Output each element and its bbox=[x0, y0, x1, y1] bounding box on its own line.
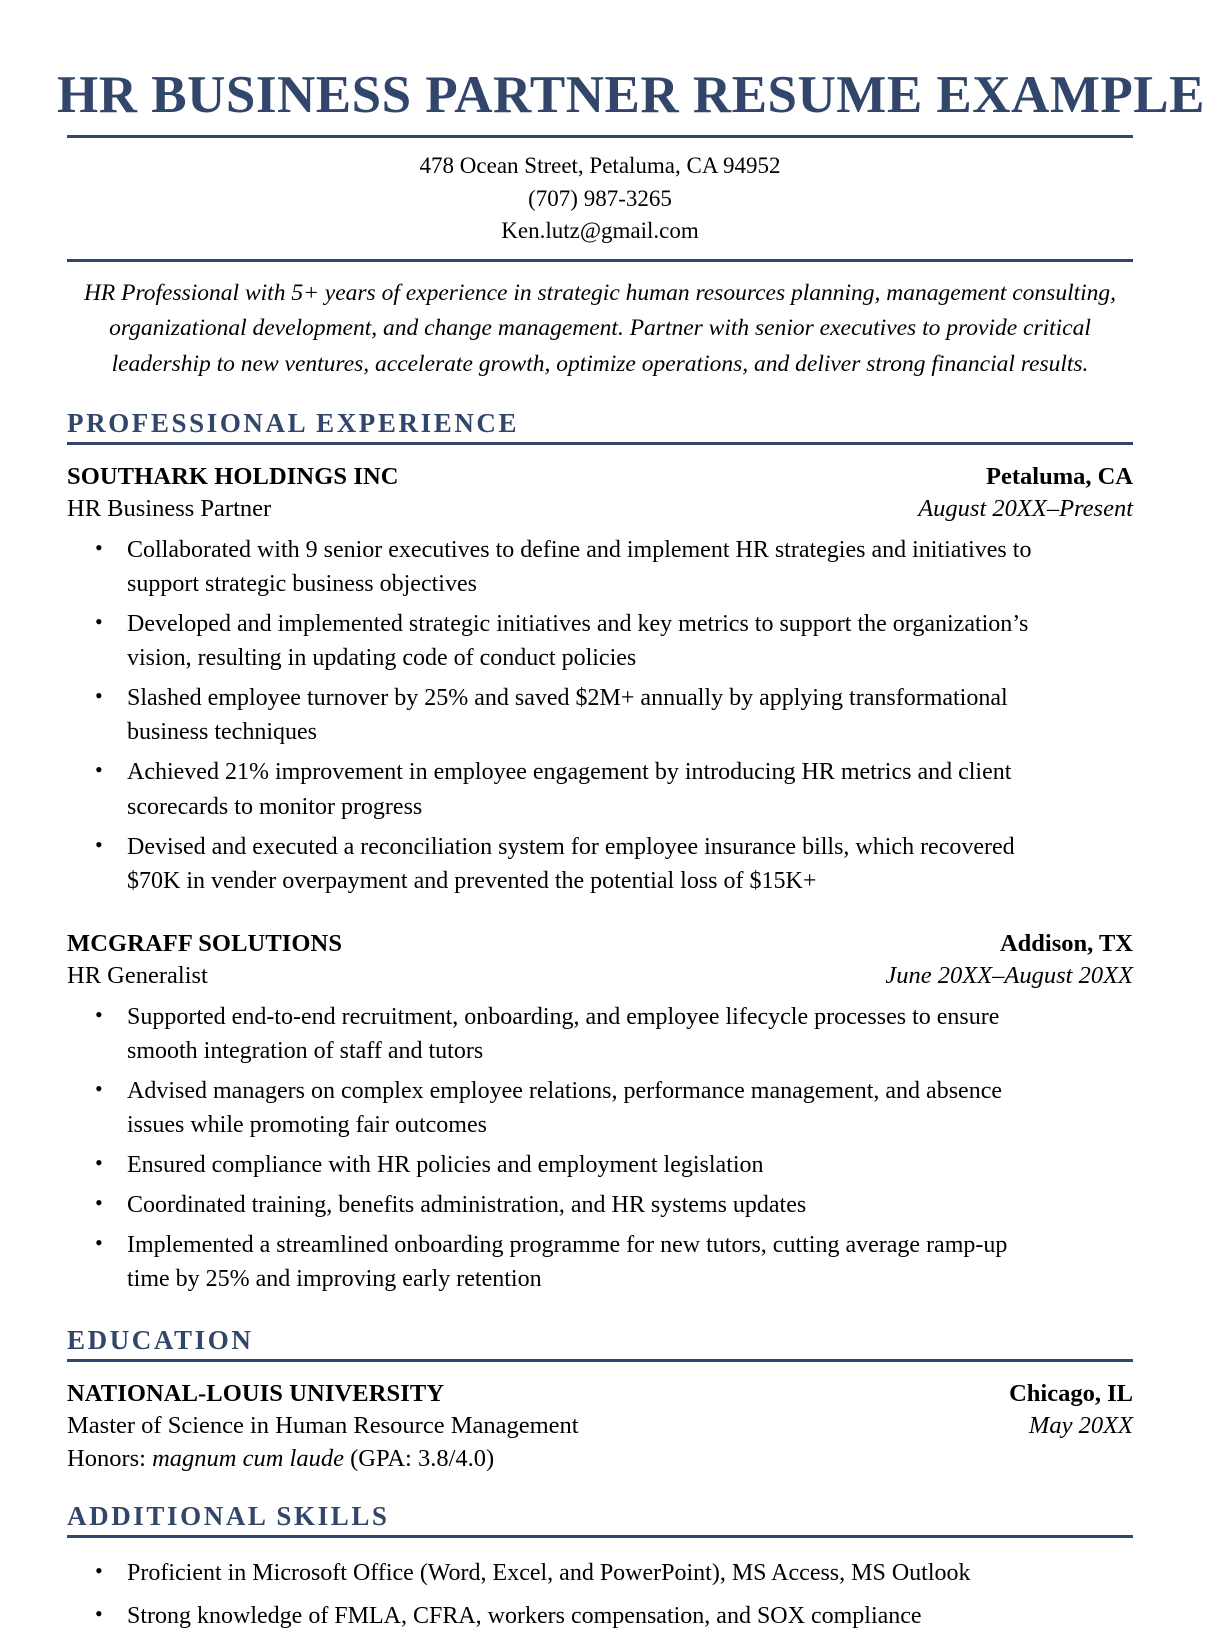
honors-gpa: (GPA: 3.8/4.0) bbox=[350, 1444, 495, 1472]
list-item: • Strong knowledge of FMLA, CFRA, workers compensation, and SOX compliance bbox=[67, 1599, 1133, 1633]
job-dates: June 20XX–August 20XX bbox=[885, 962, 1133, 990]
job-title: HR Business Partner bbox=[67, 495, 272, 523]
section-rule-experience bbox=[67, 442, 1133, 445]
skills-bullet-list bbox=[57, 1556, 1143, 1633]
list-item: • Proficient in Microsoft Office (Word, Excel, and PowerPoint), MS Access, MS Outlook bbox=[67, 1556, 1133, 1590]
employer-name: MCGRAFF SOLUTIONS bbox=[67, 929, 343, 957]
honors-distinction: magnum cum laude bbox=[152, 1444, 344, 1472]
graduation-date: May 20XX bbox=[1028, 1412, 1133, 1440]
education-entry-header bbox=[67, 1378, 1133, 1411]
list-item: • Achieved 21% improvement in employee engagement by introducing HR metrics and client scorecards to monitor progress bbox=[67, 755, 1133, 823]
list-item: • Advised managers on complex employee relations, performance management, and absence issues while promoting fair outcomes bbox=[67, 1074, 1133, 1142]
list-item: • Collaborated with 9 senior executives to define and implement HR strategies and initiatives to support strategic business objectives bbox=[67, 533, 1133, 601]
experience-entry-subheader bbox=[67, 493, 1133, 526]
list-item: • Slashed employee turnover by 25% and saved $2M+ annually by applying transformational business techniques bbox=[67, 681, 1133, 749]
section-heading-experience: PROFESSIONAL EXPERIENCE bbox=[67, 407, 520, 438]
list-item: • Implemented a streamlined onboarding programme for new tutors, cutting average ramp-up time by 25% and improving early retention bbox=[67, 1228, 1133, 1296]
section-heading-education: EDUCATION bbox=[67, 1324, 254, 1355]
section-education bbox=[57, 1325, 1143, 1476]
section-additional-skills bbox=[57, 1501, 1143, 1633]
professional-summary: HR Professional with 5+ years of experience in strategic human resources planning, management consulting, organizational development, and change management. Partner with senior executives to provide critical leadership to new ventures, accelerate growth, optimize operations, and deliver strong financial results. bbox=[83, 280, 1117, 377]
education-honors bbox=[67, 1443, 1133, 1476]
job-dates: August 20XX–Present bbox=[918, 495, 1133, 523]
section-professional-experience bbox=[57, 408, 1143, 1297]
employer-location: Addison, TX bbox=[999, 929, 1133, 957]
contact-email: Ken.lutz@gmail.com bbox=[501, 218, 699, 244]
school-location: Chicago, IL bbox=[1009, 1379, 1133, 1407]
experience-bullet-list bbox=[67, 533, 1133, 898]
list-item: • Devised and executed a reconciliation system for employee insurance bills, which recovered $70K in vender overpayment and prevented the potential loss of $15K+ bbox=[67, 830, 1133, 898]
experience-bullet-list bbox=[67, 1000, 1133, 1297]
honors-label: Honors: bbox=[67, 1444, 146, 1472]
experience-entry-header bbox=[67, 928, 1133, 961]
school-name: NATIONAL-LOUIS UNIVERSITY bbox=[67, 1379, 445, 1407]
list-item: • Ensured compliance with HR policies and employment legislation bbox=[67, 1148, 1133, 1182]
section-heading-skills: ADDITIONAL SKILLS bbox=[67, 1501, 390, 1532]
section-rule-education bbox=[67, 1359, 1133, 1362]
employer-location: Petaluma, CA bbox=[986, 462, 1133, 490]
page-title: HR BUSINESS PARTNER RESUME EXAMPLE bbox=[57, 66, 1205, 124]
list-item: • Coordinated training, benefits administration, and HR systems updates bbox=[67, 1188, 1133, 1222]
contact-block bbox=[57, 138, 1143, 259]
list-item: • Developed and implemented strategic initiatives and key metrics to support the organization’s vision, resulting in updating code of conduct policies bbox=[67, 607, 1133, 675]
contact-address: 478 Ocean Street, Petaluma, CA 94952 bbox=[419, 153, 781, 179]
contact-phone: (707) 987-3265 bbox=[528, 185, 672, 211]
list-item: • Supported end-to-end recruitment, onboarding, and employee lifecycle processes to ensure smooth integration of staff and tutors bbox=[67, 1000, 1133, 1068]
experience-entry-header bbox=[67, 461, 1133, 494]
section-rule-skills bbox=[67, 1535, 1133, 1538]
experience-entry-subheader bbox=[67, 960, 1133, 993]
degree-name: Master of Science in Human Resource Management bbox=[67, 1412, 579, 1440]
education-entry bbox=[57, 1378, 1143, 1476]
experience-entry bbox=[57, 461, 1143, 898]
employer-name: SOUTHARK HOLDINGS INC bbox=[67, 462, 399, 490]
experience-entry bbox=[57, 928, 1143, 1297]
job-title: HR Generalist bbox=[67, 962, 208, 990]
education-entry-subheader bbox=[67, 1410, 1133, 1443]
